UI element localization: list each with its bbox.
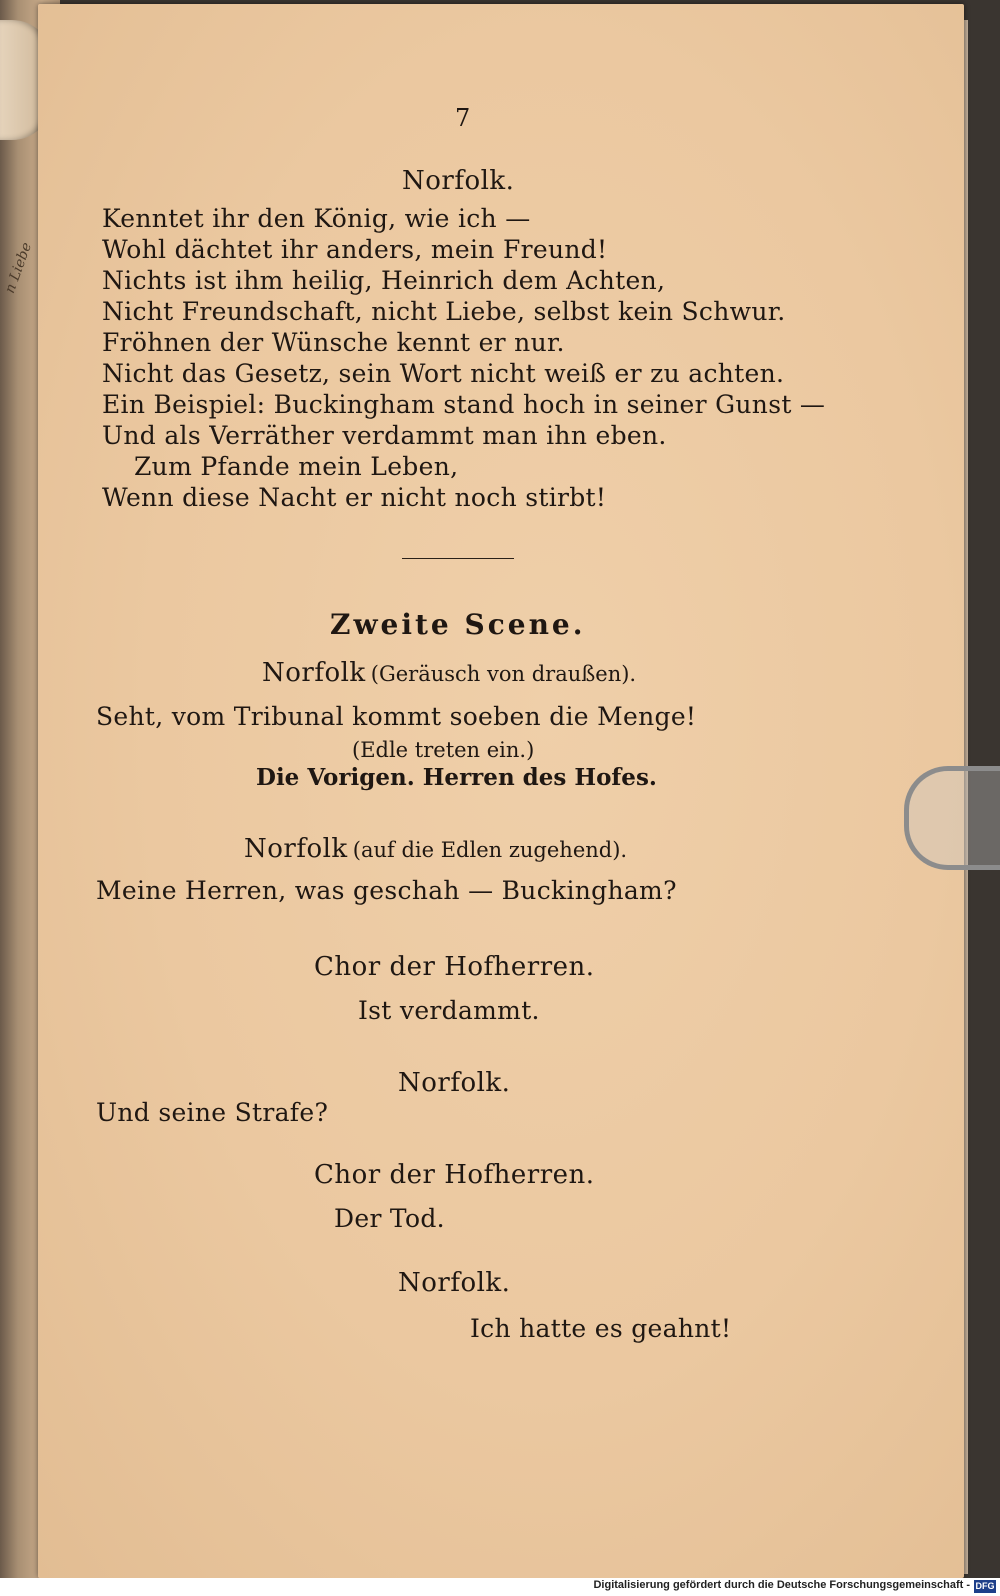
speaker-norfolk: Norfolk (262, 658, 366, 688)
speaker-norfolk: Norfolk. (398, 1068, 511, 1098)
verse-line: Und als Verräther verdammt man ihn eben. (102, 421, 667, 450)
verse-line: Nicht das Gesetz, sein Wort nicht weiß er zu achten. (102, 359, 785, 388)
dialogue-line: Ist verdammt. (358, 996, 540, 1025)
dialogue-line: Ich hatte es geahnt! (470, 1314, 732, 1343)
verse-line: Wenn diese Nacht er nicht noch stirbt! (102, 483, 607, 512)
cast-entry: Die Vorigen. Herren des Hofes. (256, 764, 657, 791)
scene-heading: Zweite Scene. (330, 608, 586, 641)
scene-divider (402, 558, 514, 559)
margin-text: n Liebe (2, 240, 36, 296)
dialogue-line: Meine Herren, was geschah — Buckingham? (96, 876, 677, 905)
verse-line: Wohl dächtet ihr anders, mein Freund! (102, 235, 608, 264)
verse-line: Nichts ist ihm heilig, Heinrich dem Achten, (102, 266, 666, 295)
dialogue-line: Und seine Strafe? (96, 1098, 329, 1127)
speaker-chorus: Chor der Hofherren. (314, 1160, 595, 1190)
verse-line: Ein Beispiel: Buckingham stand hoch in seiner Gunst — (102, 390, 826, 419)
stage-direction: (Geräusch von draußen). (370, 662, 637, 686)
speaker-norfolk: Norfolk (244, 834, 348, 864)
stage-direction: (auf die Edlen zugehend). (352, 838, 628, 862)
dialogue-line: Der Tod. (334, 1204, 445, 1233)
verse-line: Nicht Freundschaft, nicht Liebe, selbst kein Schwur. (102, 297, 786, 326)
speaker-direction-line (262, 658, 636, 688)
dialogue-line: Seht, vom Tribunal kommt soeben die Menge! (96, 702, 697, 731)
stage-direction: (Edle treten ein.) (352, 738, 535, 762)
speaker-norfolk: Norfolk. (402, 166, 515, 196)
speaker-norfolk: Norfolk. (398, 1268, 511, 1298)
funding-credit: Digitalisierung gefördert durch die Deutsche Forschungsgemeinschaft - (593, 1579, 970, 1591)
page-clip (904, 766, 1000, 870)
speaker-direction-line (244, 834, 627, 864)
verse-line: Zum Pfande mein Leben, (134, 452, 459, 481)
dfg-logo: DFG (975, 1581, 995, 1591)
verse-line: Fröhnen der Wünsche kennt er nur. (102, 328, 565, 357)
page-number: 7 (455, 104, 471, 132)
verse-line: Kenntet ihr den König, wie ich — (102, 204, 531, 233)
speaker-chorus: Chor der Hofherren. (314, 952, 595, 982)
